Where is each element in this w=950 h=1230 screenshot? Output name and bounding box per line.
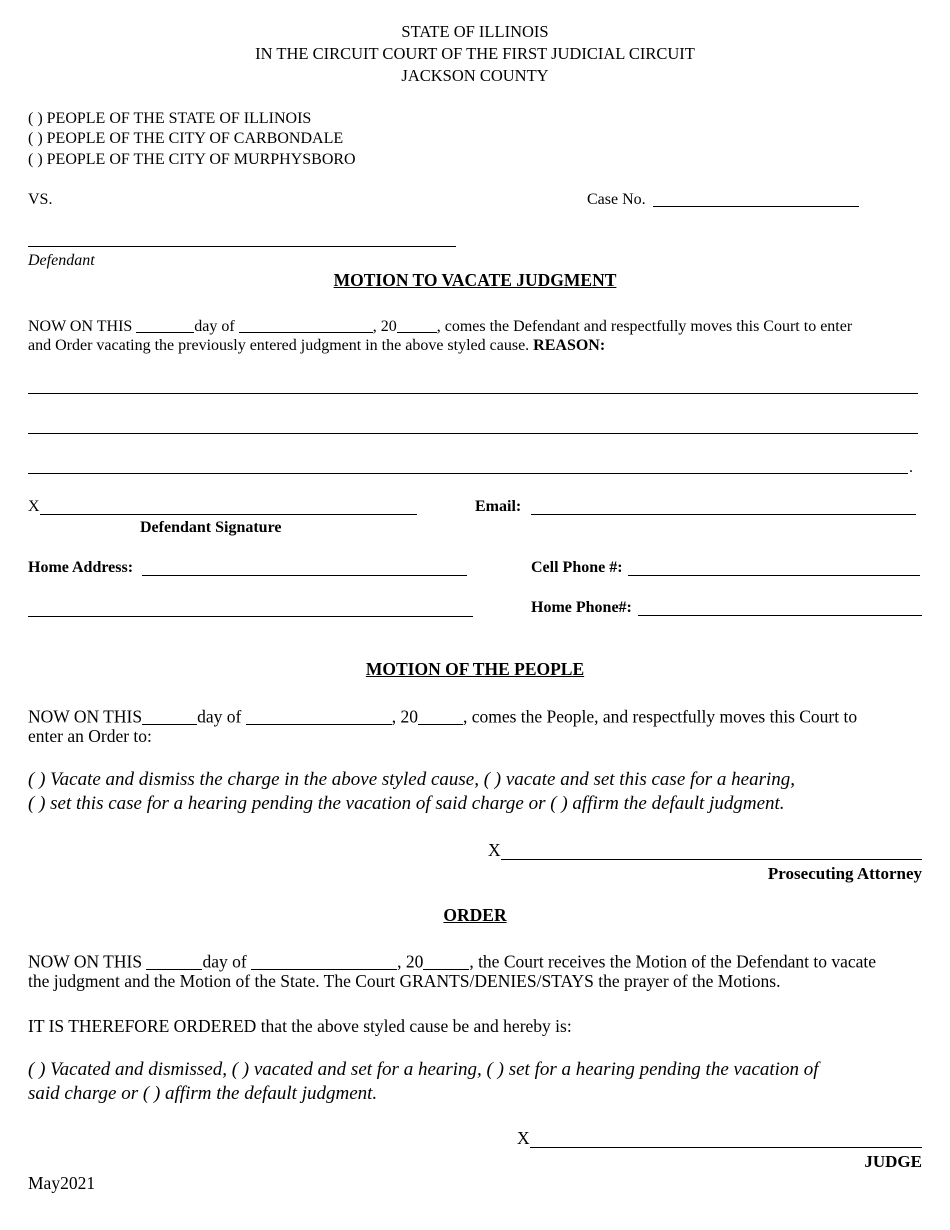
email-label: Email: [475, 498, 522, 515]
now-on-this-text: NOW ON THIS [28, 318, 133, 335]
judge-signature-label: JUDGE [864, 1152, 922, 1171]
defendant-signature-field[interactable] [40, 514, 417, 515]
order-options-line1[interactable]: ( ) Vacated and dismissed, ( ) vacated and set for a hearing, ( ) set for a hearing pending the vacation of [28, 1059, 819, 1080]
year-field[interactable] [423, 951, 469, 970]
prosecutor-signature-label: Prosecuting Attorney [767, 864, 922, 883]
people-options-line2[interactable]: ( ) set this case for a hearing pending the vacation of said charge or ( ) affirm the default judgment. [28, 793, 785, 814]
motion-vacate-title: MOTION TO VACATE JUDGMENT [333, 270, 617, 290]
reason-line-3[interactable] [28, 473, 908, 474]
vs-label: VS. [28, 191, 53, 208]
prosecutor-x-mark: X [488, 840, 501, 860]
year-field[interactable] [418, 706, 463, 725]
motion-vacate-tail-text: , comes the Defendant and respectfully moves this Court to enter [436, 318, 853, 335]
year-prefix-text: , 20 [397, 951, 424, 972]
court-state-heading: STATE OF ILLINOIS [401, 22, 549, 41]
order-ordered-text: IT IS THEREFORE ORDERED that the above styled cause be and hereby is: [28, 1016, 572, 1036]
order-line2: the judgment and the Motion of the State. The Court GRANTS/DENIES/STAYS the prayer of the Motions. [28, 971, 781, 991]
judge-x-mark: X [517, 1128, 530, 1148]
year-field[interactable] [397, 316, 437, 333]
month-field[interactable] [246, 706, 392, 725]
home-address-line-2[interactable] [28, 616, 473, 617]
defendant-label: Defendant [28, 252, 95, 269]
now-on-this-text: NOW ON THIS [28, 951, 143, 972]
party-option-carbondale[interactable]: ( ) PEOPLE OF THE CITY OF CARBONDALE [28, 130, 344, 147]
order-title: ORDER [443, 905, 507, 925]
day-of-text: day of [194, 318, 235, 335]
home-address-label: Home Address: [28, 559, 134, 576]
motion-people-line2: enter an Order to: [28, 726, 152, 746]
reason-line-1[interactable] [28, 393, 918, 394]
cell-phone-label: Cell Phone #: [531, 559, 623, 576]
month-field[interactable] [239, 316, 373, 333]
party-option-murphysboro[interactable]: ( ) PEOPLE OF THE CITY OF MURPHYSBORO [28, 151, 356, 168]
day-of-text: day of [202, 951, 247, 972]
defendant-signature-label: Defendant Signature [140, 519, 282, 536]
court-county-heading: JACKSON COUNTY [401, 66, 549, 85]
cell-phone-field[interactable] [628, 575, 920, 576]
home-phone-field[interactable] [638, 615, 922, 616]
order-date-line [28, 949, 876, 973]
defendant-x-mark: X [28, 498, 40, 515]
judge-signature-field[interactable] [530, 1147, 922, 1148]
case-no-label: Case No. [587, 191, 646, 208]
email-field[interactable] [531, 514, 916, 515]
day-of-text: day of [197, 706, 242, 727]
form-revision-date: May2021 [28, 1173, 96, 1193]
reason-label: REASON: [533, 337, 606, 354]
month-field[interactable] [251, 951, 397, 970]
prosecutor-signature-field[interactable] [501, 859, 922, 860]
defendant-name-field[interactable] [28, 246, 456, 247]
motion-vacate-date-line [28, 314, 852, 337]
now-on-this-text: NOW ON THIS [28, 706, 143, 727]
year-prefix-text: , 20 [372, 318, 397, 335]
reason-end-period: . [909, 459, 913, 476]
day-field[interactable] [136, 316, 194, 333]
order-tail-text: , the Court receives the Motion of the Defendant to vacate [469, 951, 877, 972]
motion-people-title: MOTION OF THE PEOPLE [365, 659, 585, 679]
case-no-field[interactable] [653, 206, 859, 207]
day-field[interactable] [142, 706, 197, 725]
reason-line-2[interactable] [28, 433, 918, 434]
motion-vacate-line2 [28, 335, 605, 356]
motion-vacate-line2-text: and Order vacating the previously entered judgment in the above styled cause. [28, 337, 530, 354]
year-prefix-text: , 20 [391, 706, 418, 727]
people-options-line1[interactable]: ( ) Vacate and dismiss the charge in the above styled cause, ( ) vacate and set this case for a hearing, [28, 769, 796, 790]
home-address-field[interactable] [142, 575, 467, 576]
motion-people-tail-text: , comes the People, and respectfully moves this Court to [462, 706, 858, 727]
court-circuit-heading: IN THE CIRCUIT COURT OF THE FIRST JUDICIAL CIRCUIT [255, 44, 695, 63]
order-options-line2[interactable]: said charge or ( ) affirm the default judgment. [28, 1083, 378, 1104]
home-phone-label: Home Phone#: [531, 599, 632, 616]
party-option-state[interactable]: ( ) PEOPLE OF THE STATE OF ILLINOIS [28, 110, 312, 127]
day-field[interactable] [146, 951, 202, 970]
motion-people-date-line [28, 704, 857, 728]
